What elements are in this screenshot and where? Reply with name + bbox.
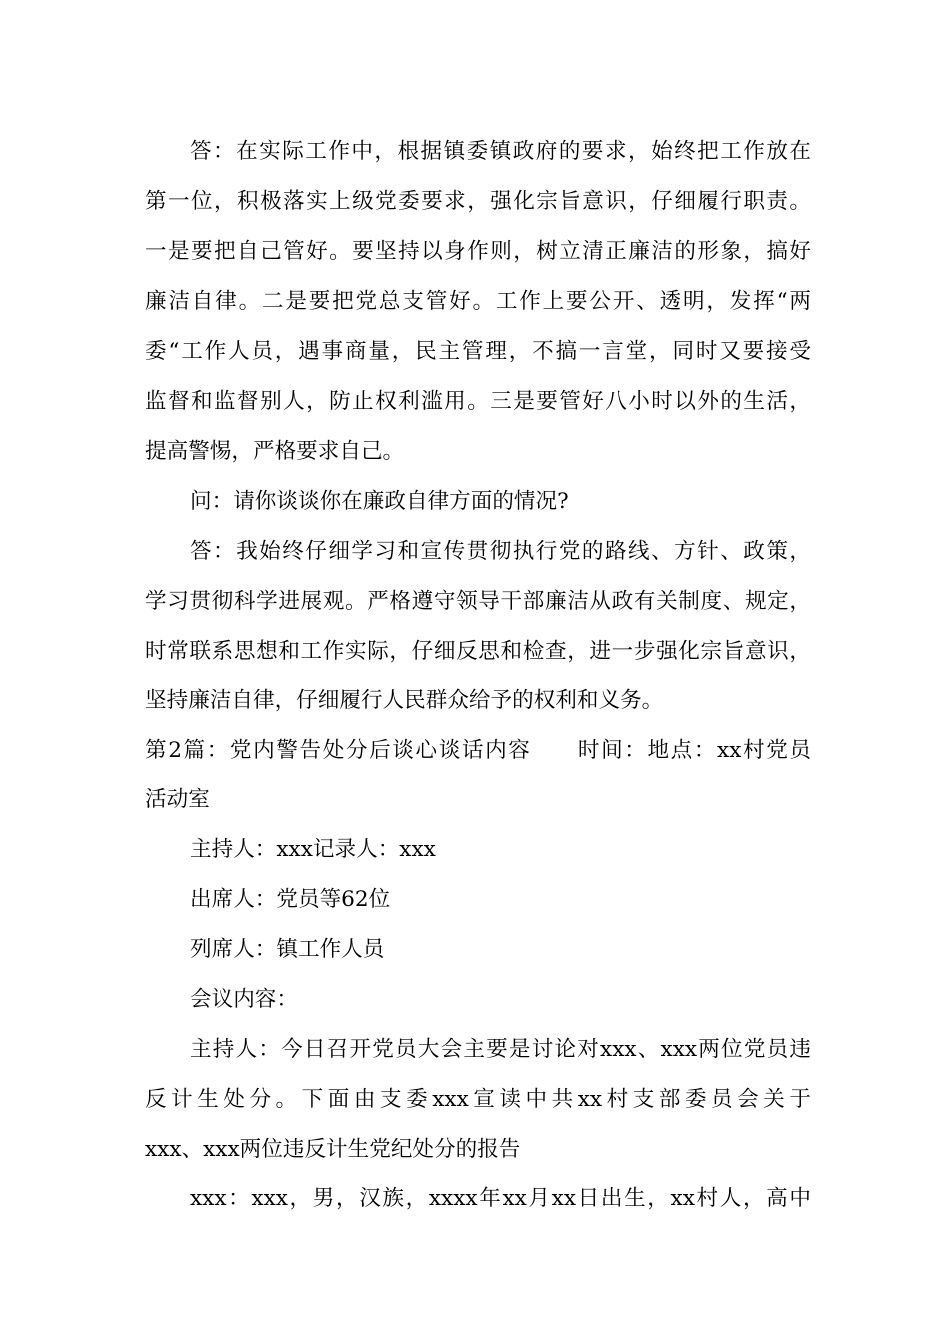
attendees: 出席人：党员等62位 <box>190 887 391 912</box>
host-speech-line-3: xxx、xxx两位违反计生党纪处分的报告 <box>145 1137 521 1162</box>
meeting-content-label: 会议内容： <box>190 987 298 1012</box>
host-recorder: 主持人：xxx记录人：xxx <box>190 837 436 862</box>
answer-2-line-1: 答：我始终仔细学习和宣传贯彻执行党的路线、方针、政策， <box>190 539 811 564</box>
answer-2-line-4: 坚持廉洁自律，仔细履行人民群众给予的权利和义务。 <box>145 688 664 713</box>
question-2: 问：请你谈谈你在廉政自律方面的情况? <box>190 489 569 514</box>
section-heading-cont: 活动室 <box>145 787 210 812</box>
answer-1-line-4: 廉洁自律。二是要把党总支管好。工作上要公开、透明，发挥“两 <box>145 289 811 314</box>
host-speech-line-2: 反计生处分。下面由支委xxx宣读中共xx村支部委员会关于 <box>145 1087 811 1112</box>
answer-1-line-5: 委“工作人员，遇事商量，民主管理，不搞一言堂，同时又要接受 <box>145 339 811 364</box>
observers: 列席人：镇工作人员 <box>190 937 385 962</box>
answer-1-line-2: 第一位，积极落实上级党委要求，强化宗旨意识，仔细履行职责。 <box>145 189 811 214</box>
answer-1-line-1: 答：在实际工作中，根据镇委镇政府的要求，始终把工作放在 <box>190 139 811 164</box>
answer-2-line-2: 学习贯彻科学进展观。严格遵守领导干部廉洁从政有关制度、规定， <box>145 589 811 614</box>
answer-1-line-7: 提高警惕，严格要求自己。 <box>145 439 405 464</box>
member-profile-line-1: xxx：xxx，男，汉族，xxxx年xx月xx日出生，xx村人，高中 <box>190 1186 811 1211</box>
answer-1-line-6: 监督和监督别人，防止权利滥用。三是要管好八小时以外的生活， <box>145 389 811 414</box>
answer-1-line-3: 一是要把自己管好。要坚持以身作则，树立清正廉洁的形象，搞好 <box>145 239 811 264</box>
answer-2-line-3: 时常联系思想和工作实际，仔细反思和检查，进一步强化宗旨意识， <box>145 639 811 664</box>
section-heading: 第2篇：党内警告处分后谈心谈话内容 时间：地点：xx村党员 <box>145 738 811 763</box>
host-speech-line-1: 主持人：今日召开党员大会主要是讨论对xxx、xxx两位党员违 <box>190 1037 811 1062</box>
